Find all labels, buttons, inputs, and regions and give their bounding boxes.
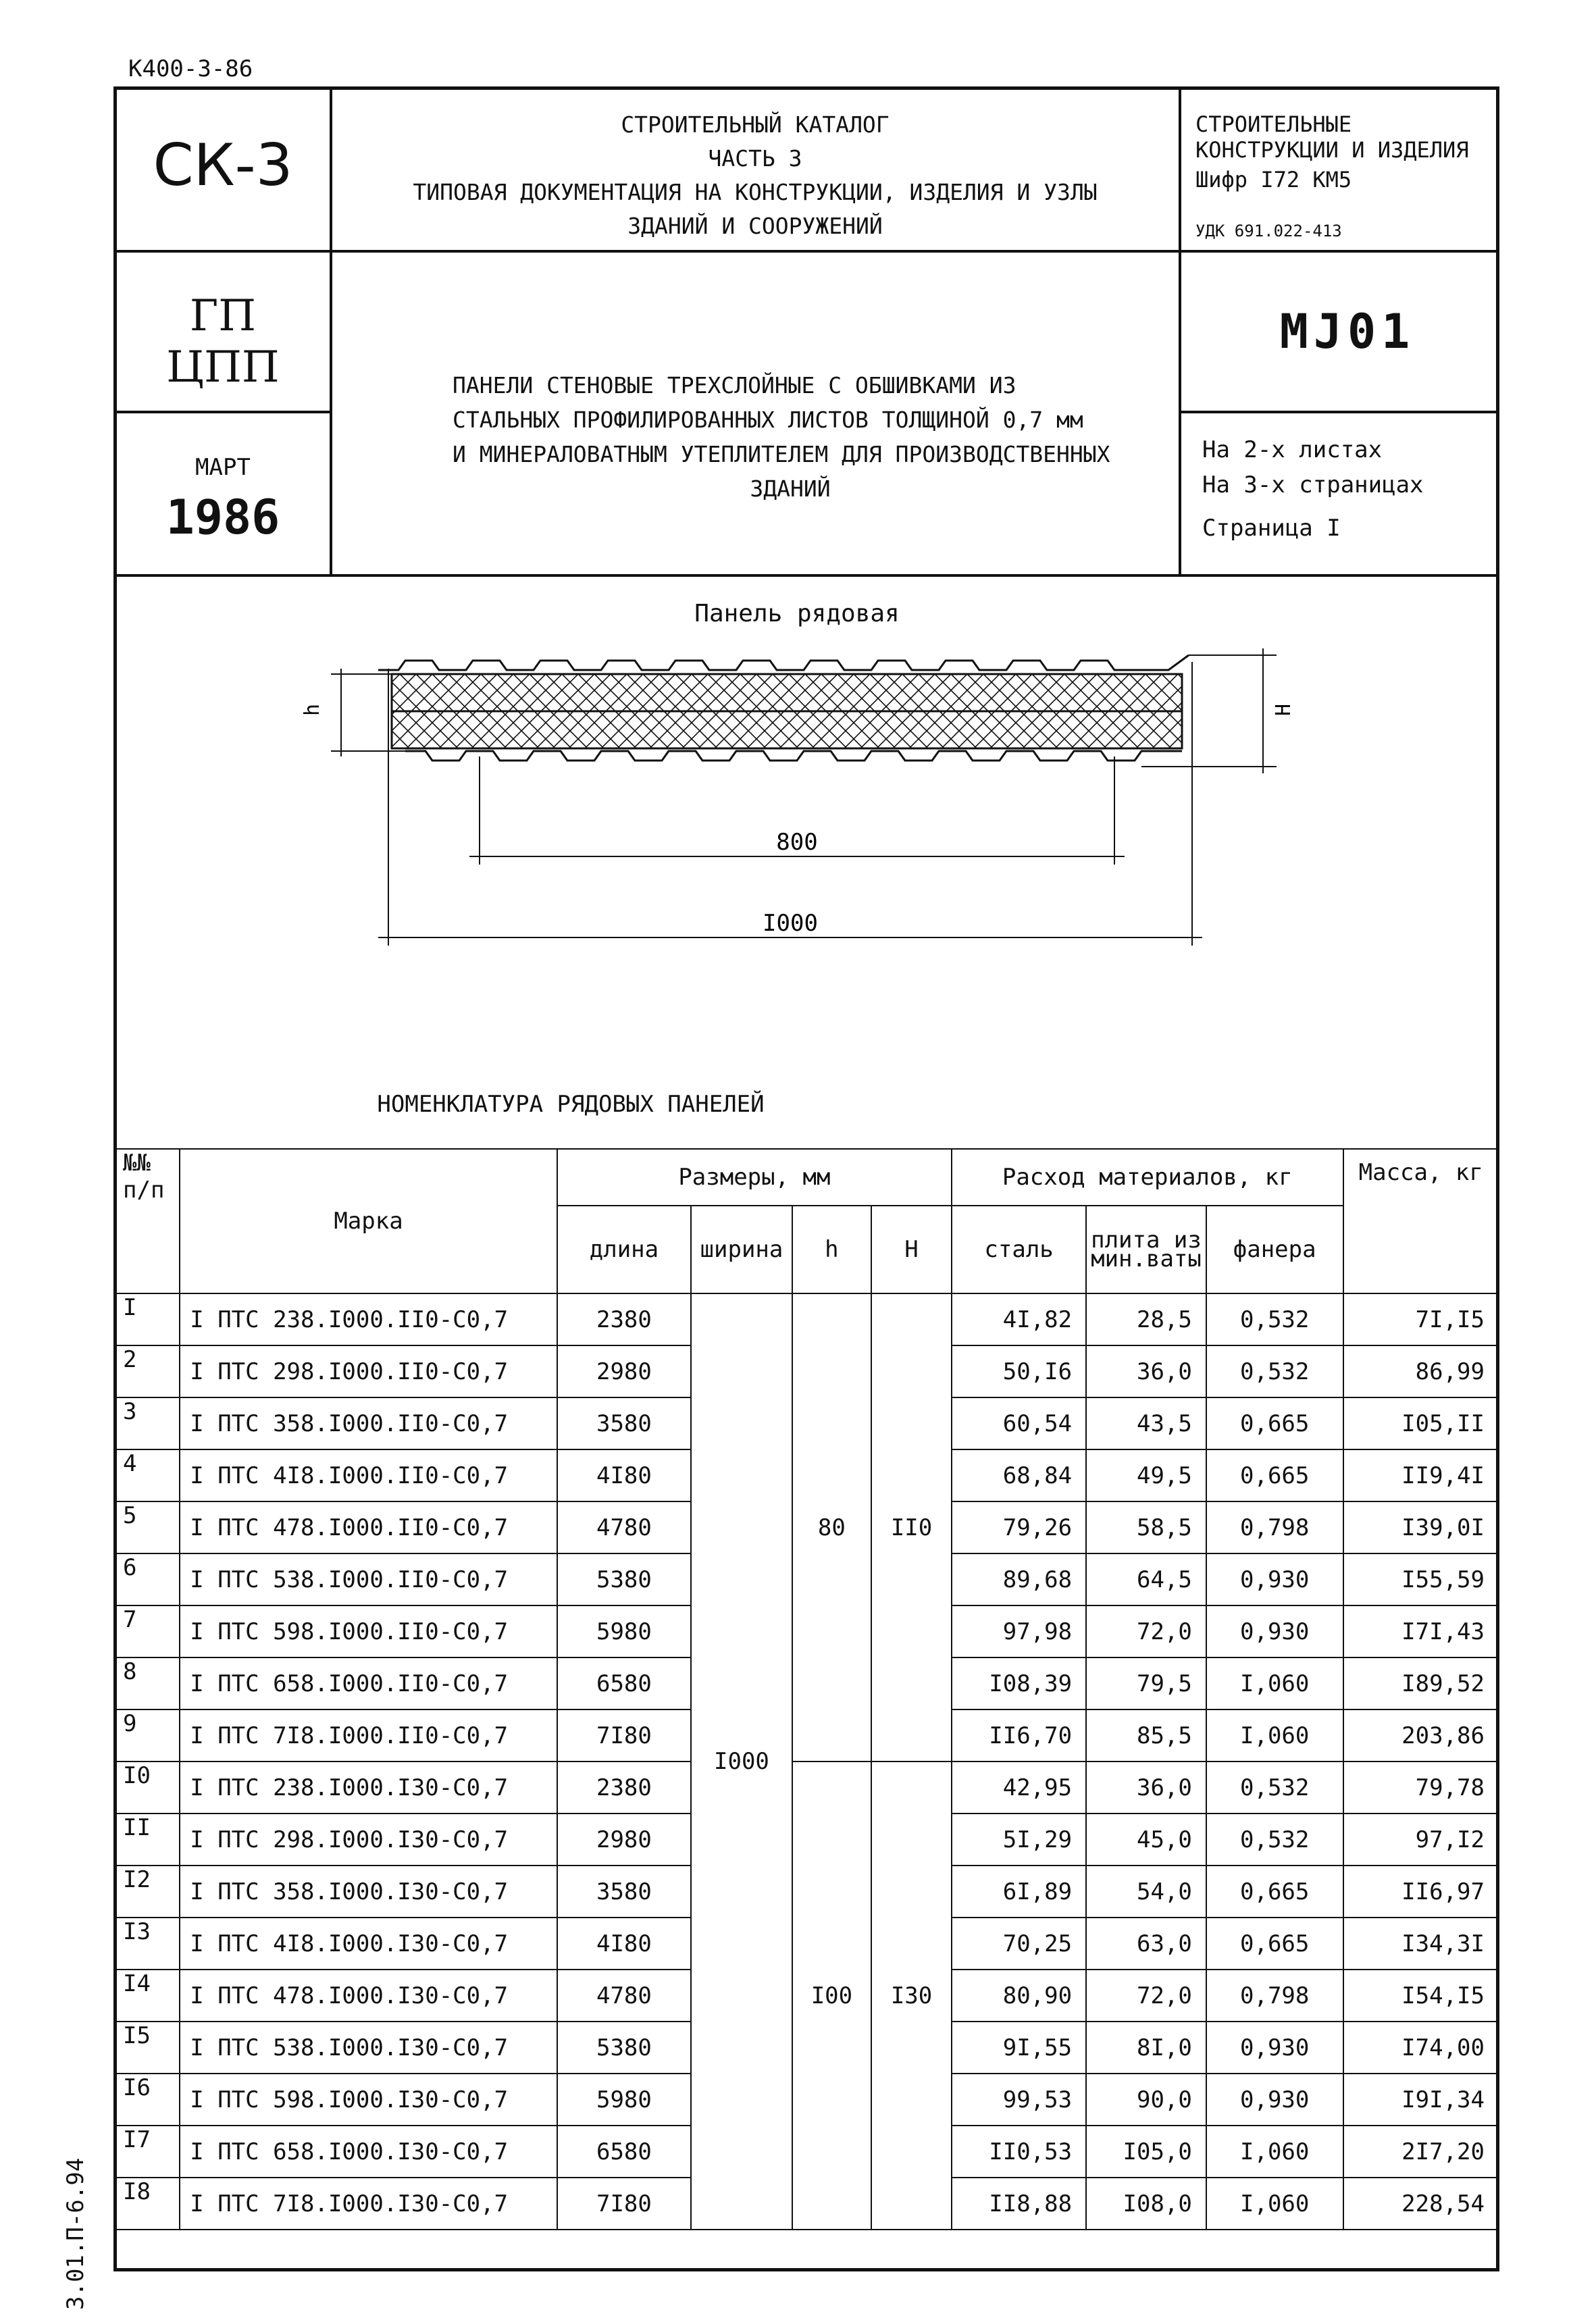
row-wool: 36,0 (1086, 1345, 1206, 1397)
header-left-divider (113, 411, 331, 413)
row-mark: I ПТС 478.I000.II0-C0,7 (180, 1501, 557, 1553)
row-length: 2380 (557, 1293, 691, 1345)
organization: ГП ЦПП (166, 291, 280, 392)
row-mass: 86,99 (1343, 1345, 1499, 1397)
row-mark: I ПТС 7I8.I000.II0-C0,7 (180, 1709, 557, 1762)
row-mark: I ПТС 658.I000.I30-C0,7 (180, 2126, 557, 2178)
row-plywood: 0,532 (1206, 1345, 1343, 1397)
row-mass: 79,78 (1343, 1762, 1499, 1814)
col-h: h (792, 1206, 871, 1293)
row-plywood: I,060 (1206, 2126, 1343, 2178)
row-plywood: 0,930 (1206, 2074, 1343, 2126)
row-plywood: 0,798 (1206, 1501, 1343, 1553)
row-plywood: 0,532 (1206, 1293, 1343, 1345)
series-code: СК-3 (153, 132, 293, 199)
row-mark: I ПТС 538.I000.II0-C0,7 (180, 1553, 557, 1605)
row-steel: 89,68 (952, 1553, 1086, 1605)
table-header-row-1 (115, 1149, 1499, 1206)
row-mass: 2I7,20 (1343, 2126, 1499, 2178)
row-steel: 68,84 (952, 1449, 1086, 1501)
row-mark: I ПТС 358.I000.I30-C0,7 (180, 1866, 557, 1918)
row-steel: 70,25 (952, 1918, 1086, 1970)
row-mass: I89,52 (1343, 1657, 1499, 1709)
row-wool: I08,0 (1086, 2178, 1206, 2230)
dim-h-label: h (301, 703, 324, 716)
row-steel: 80,90 (952, 1970, 1086, 2022)
side-code: 3.01.П-6.94 (62, 2157, 89, 2310)
row-mass: I39,0I (1343, 1501, 1499, 1553)
row-wool: 8I,0 (1086, 2022, 1206, 2074)
row-mass: I74,00 (1343, 2022, 1499, 2074)
row-mass: I9I,34 (1343, 2074, 1499, 2126)
dim-800-label: 800 (776, 829, 818, 856)
row-wool: 49,5 (1086, 1449, 1206, 1501)
row-mass: I34,3I (1343, 1918, 1499, 1970)
row-number: I8 (115, 2178, 180, 2230)
row-steel: II0,53 (952, 2126, 1086, 2178)
row-number: 8 (115, 1657, 180, 1709)
col-width: ширина (691, 1206, 792, 1293)
row-number: 2 (115, 1345, 180, 1397)
panel-section-diagram (270, 642, 1324, 959)
row-steel: 6I,89 (952, 1866, 1086, 1918)
row-mass: I7I,43 (1343, 1605, 1499, 1657)
row-wool: 28,5 (1086, 1293, 1206, 1345)
row-steel: 99,53 (952, 2074, 1086, 2126)
row-mass: 97,I2 (1343, 1814, 1499, 1866)
dim-H-label: H (1272, 703, 1295, 716)
row-length: 3580 (557, 1866, 691, 1918)
row-number: I6 (115, 2074, 180, 2126)
row-mass: 228,54 (1343, 2178, 1499, 2230)
row-plywood: I,060 (1206, 2178, 1343, 2230)
publish-month: МАРТ (195, 454, 251, 481)
row-steel: I08,39 (952, 1657, 1086, 1709)
row-steel: 50,I6 (952, 1345, 1086, 1397)
row-plywood: 0,930 (1206, 1553, 1343, 1605)
row-steel: 5I,29 (952, 1814, 1086, 1866)
row-length: 5380 (557, 1553, 691, 1605)
row-length: 5380 (557, 2022, 691, 2074)
table-title: НОМЕНКЛАТУРА РЯДОВЫХ ПАНЕЛЕЙ (377, 1091, 765, 1118)
row-length: 4I80 (557, 1918, 691, 1970)
row-number: II (115, 1814, 180, 1866)
header-right-divider (1179, 411, 1499, 413)
col-sizes: Размеры, мм (557, 1149, 952, 1206)
row-number: I2 (115, 1866, 180, 1918)
row-mass: II6,97 (1343, 1866, 1499, 1918)
row-mark: I ПТС 298.I000.II0-C0,7 (180, 1345, 557, 1397)
row-h: I00 (792, 1762, 871, 2230)
row-plywood: 0,532 (1206, 1762, 1343, 1814)
diagram-title: Панель рядовая (694, 600, 900, 627)
row-wool: 79,5 (1086, 1657, 1206, 1709)
row-mark: I ПТС 538.I000.I30-C0,7 (180, 2022, 557, 2074)
row-mass: 7I,I5 (1343, 1293, 1499, 1345)
section-info: СТРОИТЕЛЬНЫЕ КОНСТРУКЦИИ И ИЗДЕЛИЯ Шифр I72 КМ5 (1195, 111, 1469, 192)
dim-1000-label: I000 (763, 910, 818, 937)
row-plywood: 0,665 (1206, 1866, 1343, 1918)
row-mass: I54,I5 (1343, 1970, 1499, 2022)
table-row (115, 1293, 1499, 1345)
row-length: 2980 (557, 1345, 691, 1397)
row-length: 5980 (557, 1605, 691, 1657)
row-steel: 97,98 (952, 1605, 1086, 1657)
col-mass: Масса, кг (1343, 1149, 1499, 1293)
row-number: 3 (115, 1397, 180, 1449)
row-length: 6580 (557, 2126, 691, 2178)
row-mark: I ПТС 598.I000.II0-C0,7 (180, 1605, 557, 1657)
row-mark: I ПТС 238.I000.I30-C0,7 (180, 1762, 557, 1814)
row-number: 6 (115, 1553, 180, 1605)
row-number: 4 (115, 1449, 180, 1501)
row-length: 2380 (557, 1762, 691, 1814)
row-length: 3580 (557, 1397, 691, 1449)
col-H: Н (871, 1206, 952, 1293)
row-plywood: 0,665 (1206, 1918, 1343, 1970)
row-mass: 203,86 (1343, 1709, 1499, 1762)
row-number: I (115, 1293, 180, 1345)
udk-code: УДК 691.022-413 (1195, 222, 1342, 240)
row-number: 9 (115, 1709, 180, 1762)
col-wool: плита из мин.ваты (1086, 1206, 1206, 1293)
col-length: длина (557, 1206, 691, 1293)
row-steel: II6,70 (952, 1709, 1086, 1762)
row-mark: I ПТС 358.I000.II0-C0,7 (180, 1397, 557, 1449)
row-wool: 36,0 (1086, 1762, 1206, 1814)
row-mark: I ПТС 7I8.I000.I30-C0,7 (180, 2178, 557, 2230)
row-steel: 79,26 (952, 1501, 1086, 1553)
row-number: I3 (115, 1918, 180, 1970)
row-number: 7 (115, 1605, 180, 1657)
row-number: I7 (115, 2126, 180, 2178)
row-H: I30 (871, 1762, 952, 2230)
col-mark: Марка (180, 1149, 557, 1293)
row-plywood: 0,930 (1206, 1605, 1343, 1657)
row-wool: 43,5 (1086, 1397, 1206, 1449)
row-wool: 85,5 (1086, 1709, 1206, 1762)
row-wool: 58,5 (1086, 1501, 1206, 1553)
catalog-title: СТРОИТЕЛЬНЫЙ КАТАЛОГ ЧАСТЬ 3 ТИПОВАЯ ДОКУМЕНТАЦИЯ НА КОНСТРУКЦИИ, ИЗДЕЛИЯ И УЗЛЫ ЗДАНИЙ И СООРУЖЕНИЙ (413, 111, 1098, 239)
row-wool: 54,0 (1086, 1866, 1206, 1918)
row-number: I5 (115, 2022, 180, 2074)
col-consumption: Расход материалов, кг (952, 1149, 1343, 1206)
row-wool: 90,0 (1086, 2074, 1206, 2126)
nomenclature-table (115, 1148, 1499, 2230)
table-body (115, 1293, 1499, 2230)
row-steel: 4I,82 (952, 1293, 1086, 1345)
row-steel: 9I,55 (952, 2022, 1086, 2074)
row-steel: II8,88 (952, 2178, 1086, 2230)
row-plywood: 0,532 (1206, 1814, 1343, 1866)
row-length: 5980 (557, 2074, 691, 2126)
row-plywood: 0,665 (1206, 1397, 1343, 1449)
row-plywood: 0,930 (1206, 2022, 1343, 2074)
row-plywood: I,060 (1206, 1657, 1343, 1709)
row-mark: I ПТС 4I8.I000.I30-C0,7 (180, 1918, 557, 1970)
document-title: ПАНЕЛИ СТЕНОВЫЕ ТРЕХСЛОЙНЫЕ С ОБШИВКАМИ ИЗ СТАЛЬНЫХ ПРОФИЛИРОВАННЫХ ЛИСТОВ ТОЛЩИНОЙ 0,7 мм И МИНЕРАЛОВАТНЫМ УТЕПЛИТЕЛЕМ ДЛЯ ПРОИЗВОДСТВЕННЫХ ЗДАНИЙ (453, 372, 1110, 502)
header-divider-1 (113, 250, 1499, 253)
header-divider-2 (113, 574, 1499, 577)
row-number: I0 (115, 1762, 180, 1814)
row-mark: I ПТС 478.I000.I30-C0,7 (180, 1970, 557, 2022)
row-length: 6580 (557, 1657, 691, 1709)
row-length: 4780 (557, 1501, 691, 1553)
document-code: К400-3-86 (128, 55, 253, 82)
publish-year: 1986 (165, 490, 280, 545)
row-steel: 42,95 (952, 1762, 1086, 1814)
row-width: I000 (691, 1293, 792, 2230)
row-mass: II9,4I (1343, 1449, 1499, 1501)
row-wool: 72,0 (1086, 1970, 1206, 2022)
row-h: 80 (792, 1293, 871, 1762)
document-code-mj01: МJ01 (1279, 304, 1416, 359)
row-plywood: I,060 (1206, 1709, 1343, 1762)
row-plywood: 0,798 (1206, 1970, 1343, 2022)
row-number: 5 (115, 1501, 180, 1553)
row-H: II0 (871, 1293, 952, 1762)
row-wool: 45,0 (1086, 1814, 1206, 1866)
row-length: 4I80 (557, 1449, 691, 1501)
col-steel: сталь (952, 1206, 1086, 1293)
row-wool: 63,0 (1086, 1918, 1206, 1970)
row-length: 7I80 (557, 2178, 691, 2230)
row-wool: 72,0 (1086, 1605, 1206, 1657)
col-plywood: фанера (1206, 1206, 1343, 1293)
row-steel: 60,54 (952, 1397, 1086, 1449)
row-mass: I55,59 (1343, 1553, 1499, 1605)
row-number: I4 (115, 1970, 180, 2022)
header-vline-right (1179, 86, 1181, 575)
row-wool: 64,5 (1086, 1553, 1206, 1605)
row-length: 2980 (557, 1814, 691, 1866)
row-mark: I ПТС 298.I000.I30-C0,7 (180, 1814, 557, 1866)
row-mark: I ПТС 658.I000.II0-C0,7 (180, 1657, 557, 1709)
row-length: 7I80 (557, 1709, 691, 1762)
col-num: №№ п/п (115, 1149, 180, 1293)
sheet-info: На 2-х листах На 3-х страницах Страница I (1202, 436, 1424, 542)
row-mark: I ПТС 238.I000.II0-C0,7 (180, 1293, 557, 1345)
table-row (115, 1762, 1499, 1814)
row-wool: I05,0 (1086, 2126, 1206, 2178)
row-length: 4780 (557, 1970, 691, 2022)
row-mass: I05,II (1343, 1397, 1499, 1449)
row-plywood: 0,665 (1206, 1449, 1343, 1501)
row-mark: I ПТС 598.I000.I30-C0,7 (180, 2074, 557, 2126)
row-mark: I ПТС 4I8.I000.II0-C0,7 (180, 1449, 557, 1501)
